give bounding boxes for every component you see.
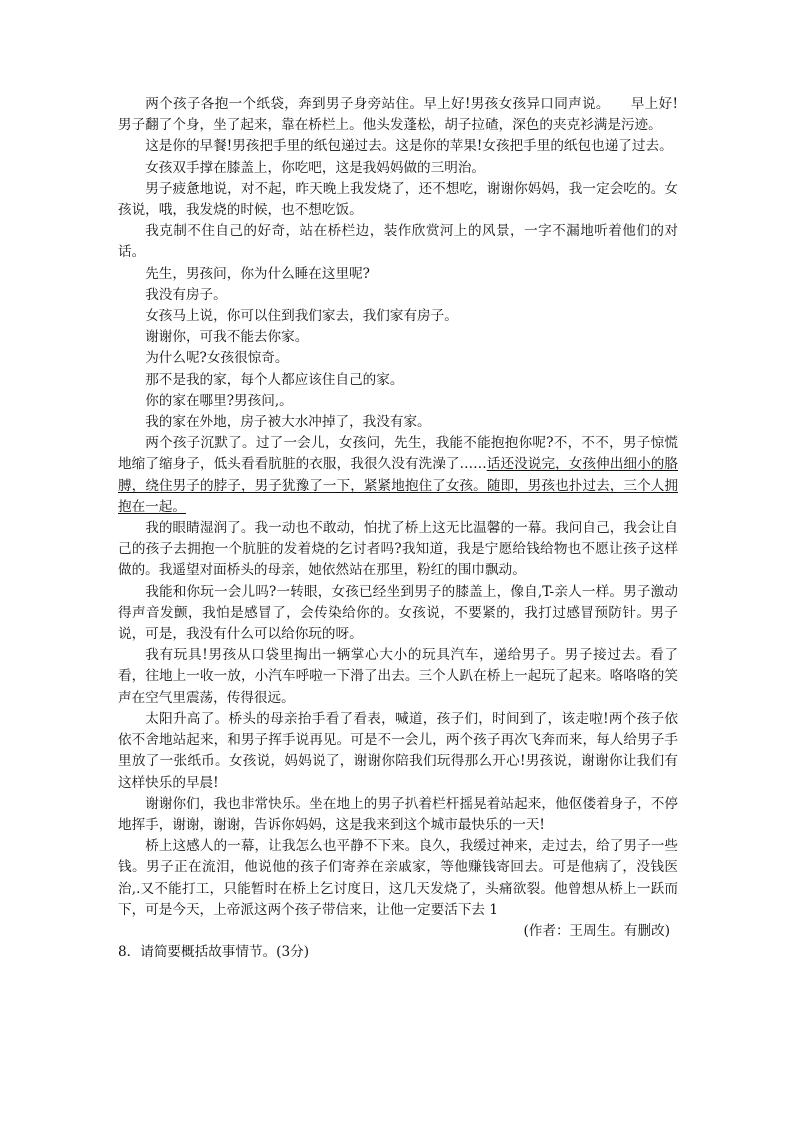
paragraph-6: 先生，男孩问，你为什么睡在这里呢? bbox=[145, 265, 370, 282]
paragraph-hug-plain: 两个孩子沉默了。过了一会儿，女孩问，先生，我能不能抱抱你呢?不，不不，男子惊慌地缩了缩身子，低头看看肮脏的衣服，我很久没有洗澡了…… bbox=[118, 435, 678, 473]
question-8: 8．请简要概括故事情节。(3分) bbox=[118, 944, 310, 961]
paragraph-3: 女孩双手撑在膝盖上，你吃吧，这是我妈妈做的三明治。 bbox=[145, 159, 486, 176]
paragraph-5: 我克制不住自己的好奇，站在桥栏边，装作欣赏河上的风景，一字不漏地听着他们的对话。 bbox=[118, 223, 678, 261]
paragraph-13: 我的家在外地，房子被大水冲掉了，我没有家。 bbox=[145, 414, 431, 431]
paragraph-16: 我能和你玩一会儿吗?一转眼，女孩已经坐到男子的膝盖上，像自,T-亲人一样。男子激动得声音发颤，我怕是感冒了，会传染给你的。女孩说，不要紧的，我打过感冒预防针。男子说，可是，我没有什么可以给你玩的呀。 bbox=[118, 583, 678, 643]
paragraph-12: 你的家在哪里?男孩问,。 bbox=[145, 392, 293, 409]
paragraph-15: 我的眼睛湿润了。我一动也不敢动，怕扰了桥上这无比温馨的一幕。我问自己，我会让自己的孩子去拥抱一个肮脏的发着烧的乞讨者吗?我知道，我是宁愿给钱给物也不愿让孩子这样做的。我遥望对面桥头的母亲，她依然站在那里，粉红的围巾飘动。 bbox=[118, 520, 678, 579]
paragraph-hug bbox=[118, 433, 678, 518]
paragraph-7: 我没有房子。 bbox=[145, 286, 227, 303]
paragraph-8: 女孩马上说，你可以住到我们家去，我们家有房子。 bbox=[145, 308, 458, 325]
paragraph-9: 谢谢你，可我不能去你家。 bbox=[145, 329, 309, 346]
underlined-passage: 话还没说完，女孩伸出细小的胳膊，绕住男子的脖子，男子犹豫了一下，紧紧地抱住了女孩。随即，男孩也扑过去，三个人拥抱在一起。 bbox=[118, 456, 678, 515]
paragraph-2: 这是你的早餐!男孩把手里的纸包递过去。这是你的苹果!女孩把手里的纸包也递了过去。 bbox=[145, 138, 673, 155]
paragraph-10: 为什么呢?女孩很惊奇。 bbox=[145, 350, 289, 367]
document-page bbox=[118, 94, 678, 963]
author-credit: (作者：王周生。有删改) bbox=[523, 922, 670, 939]
paragraph-18: 太阳升高了。桥头的母亲抬手看了看表，喊道，孩子们，时间到了，该走啦!两个孩子依依不舍地站起来，和男子挥手说再见。可是不一会儿，两个孩子再次飞奔而来，每人给男子手里放了一张纸币。女孩说，妈妈说了，谢谢你陪我们玩得那么开心!男孩说，谢谢你让我们有这样快乐的早晨! bbox=[118, 710, 678, 791]
paragraph-19: 谢谢你们，我也非常快乐。坐在地上的男子扒着栏杆摇晃着站起来，他伛偻着身子，不停地挥手，谢谢，谢谢，告诉你妈妈，这是我来到这个城市最快乐的一天! bbox=[118, 795, 678, 833]
paragraph-20: 桥上这感人的一幕，让我怎么也平静不下来。良久，我缓过神来，走过去，给了男子一些钱。男子正在流泪，他说他的孩子们寄养在亲戚家，等他赚钱寄回去。可是他病了，没钱医治,.又不能打工，只能暂时在桥上乞讨度日，这几天发烧了，头痛欲裂。他曾想从桥上一跃而下，可是今天，上帝派这两个孩子带信来，让他一定要活下去 1 bbox=[118, 838, 678, 918]
paragraph-1: 两个孩子各抱一个纸袋，奔到男子身旁站住。早上好!男孩女孩异口同声说。 早上好!男子翻了个身，坐了起来，靠在桥栏上。他头发蓬松，胡子拉碴，深色的夹克衫满是污迹。 bbox=[118, 96, 678, 134]
paragraph-11: 那不是我的家，每个人都应该住自己的家。 bbox=[145, 371, 404, 388]
paragraph-17: 我有玩具!男孩从口袋里掏出一辆掌心大小的玩具汽车，递给男子。男子接过去。看了看，往地上一收一放，小汽车呼啦一下滑了出去。三个人趴在桥上一起玩了起来。咯咯咯的笑声在空气里震荡，传得很远。 bbox=[118, 647, 678, 706]
paragraph-4: 男子疲惫地说，对不起，昨天晚上我发烧了，还不想吃，谢谢你妈妈，我一定会吃的。女孩说，哦，我发烧的时候，也不想吃饭。 bbox=[118, 180, 678, 219]
